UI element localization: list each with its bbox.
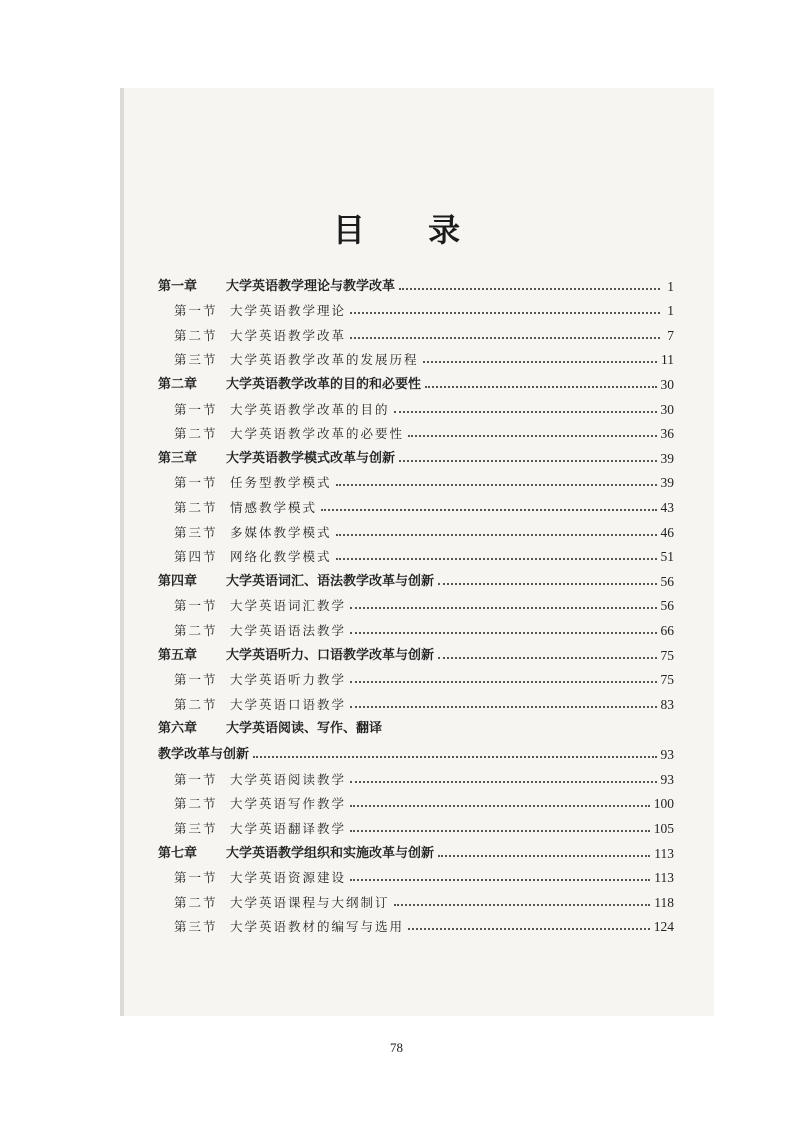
toc-chapter-entry (158, 565, 674, 590)
toc-entry-number: 第一节 (174, 672, 218, 688)
toc-entry-title: 多媒体教学模式 (230, 524, 332, 540)
toc-entry-number: 第一节 (174, 401, 218, 417)
toc-section-entry (158, 541, 674, 566)
toc-section-entry (158, 516, 674, 541)
toc-leader-dots (408, 435, 656, 437)
toc-page-number: 43 (660, 499, 674, 515)
toc-page-number: 39 (660, 475, 674, 491)
toc-page-number: 100 (653, 796, 674, 812)
toc-entry-title: 大学英语教学改革的目的 (230, 401, 390, 417)
toc-entry-title: 大学英语阅读、写作、翻译 (226, 721, 383, 737)
toc-section-entry (158, 319, 674, 344)
toc-entry-number: 第二节 (174, 622, 218, 638)
toc-page-number: 36 (660, 426, 674, 442)
toc-entry-title: 大学英语口语教学 (230, 696, 347, 712)
toc-entry-title: 任务型教学模式 (230, 475, 332, 491)
toc-section-entry (158, 911, 674, 936)
toc-entry-number: 第二章 (158, 376, 198, 392)
toc-entry-title: 大学英语课程与大纲制订 (230, 894, 390, 910)
toc-entry-number: 第一节 (174, 771, 218, 787)
toc-leader-dots (253, 756, 656, 758)
toc-leader-dots (336, 484, 657, 486)
toc-leader-dots (438, 855, 650, 857)
toc-entry-number: 第二节 (174, 696, 218, 712)
toc-leader-dots (336, 534, 657, 536)
toc-leader-dots (438, 583, 656, 585)
toc-entry-number: 第三节 (174, 821, 218, 837)
toc-entry-number: 第二节 (174, 426, 218, 442)
toc-page-number: 66 (660, 622, 674, 638)
toc-entry-number: 第六章 (158, 721, 198, 737)
page-title: 目 录 (332, 211, 487, 249)
toc-page-number: 30 (660, 376, 674, 392)
toc-entry-number: 第三节 (174, 352, 218, 368)
toc-entry-title: 大学英语教学改革的目的和必要性 (226, 376, 422, 392)
toc-leader-dots (350, 781, 656, 783)
toc-page-number: 113 (654, 845, 674, 861)
toc-leader-dots (425, 386, 656, 388)
toc-page-number: 51 (660, 549, 674, 565)
toc-entry-title: 大学英语教学改革 (230, 327, 347, 343)
toc-page-number: 39 (660, 450, 674, 466)
toc-page-number: 30 (660, 401, 674, 417)
toc-leader-dots (336, 558, 657, 560)
toc-entry-title: 情感教学模式 (230, 499, 318, 515)
toc-entry-title: 大学英语教学改革的发展历程 (230, 352, 419, 368)
toc-leader-dots (423, 361, 657, 363)
toc-entry-number: 第二节 (174, 796, 218, 812)
toc-entry-number: 第二节 (174, 327, 218, 343)
toc-entry-title: 大学英语教学模式改革与创新 (226, 450, 396, 466)
toc-entry-title: 大学英语教学理论 (230, 303, 347, 319)
toc-chapter-entry (158, 270, 674, 295)
toc-section-entry (158, 418, 674, 443)
toc-entry-title: 大学英语阅读教学 (230, 771, 347, 787)
toc-entry-title: 大学英语教学理论与教学改革 (226, 278, 396, 294)
toc-leader-dots (350, 632, 656, 634)
toc-page-number: 46 (660, 524, 674, 540)
toc-entry-number: 第一章 (158, 278, 198, 294)
toc-entry-number: 第四节 (174, 549, 218, 565)
toc-entry-title: 大学英语写作教学 (230, 796, 347, 812)
toc-section-entry (158, 812, 674, 837)
toc-page-number: 75 (660, 672, 674, 688)
toc-page-number: 93 (660, 747, 674, 763)
toc-page-number: 11 (661, 352, 674, 368)
toc-entry-number: 第七章 (158, 845, 198, 861)
toc-entry-number: 第三节 (174, 919, 218, 935)
page-number: 78 (390, 1040, 403, 1055)
toc-entry-number: 第三节 (174, 524, 218, 540)
toc-entry-title: 大学英语资源建设 (230, 870, 347, 886)
toc-entry-title: 大学英语教材的编写与选用 (230, 919, 405, 935)
toc-section-entry (158, 763, 674, 788)
toc-leader-dots (438, 657, 656, 659)
toc-leader-dots (350, 830, 650, 832)
toc-entry-title: 大学英语语法教学 (230, 622, 347, 638)
toc-leader-dots (408, 928, 650, 930)
toc-entry-title: 大学英语翻译教学 (230, 821, 347, 837)
toc-entry-title: 大学英语听力、口语教学改革与创新 (226, 647, 435, 663)
toc-section-entry (158, 590, 674, 615)
toc-section-entry (158, 393, 674, 418)
toc-entry-title: 网络化教学模式 (230, 549, 332, 565)
toc-entry-title: 大学英语词汇教学 (230, 598, 347, 614)
toc-chapter-entry (158, 442, 674, 467)
toc-entry-title: 大学英语词汇、语法教学改革与创新 (226, 573, 435, 589)
toc-leader-dots (399, 460, 656, 462)
toc-page-number: 124 (653, 919, 674, 935)
toc-chapter-entry (158, 368, 674, 393)
toc-section-entry (158, 614, 674, 639)
toc-page-number: 93 (660, 771, 674, 787)
toc-chapter-entry (158, 737, 674, 763)
toc-page-number: 56 (660, 573, 674, 589)
toc-leader-dots (394, 411, 657, 413)
toc-leader-dots (350, 607, 656, 609)
toc-entry-number: 第一节 (174, 870, 218, 886)
toc-entry-number: 第一节 (174, 303, 218, 319)
toc-section-entry (158, 344, 674, 369)
toc-section-entry (158, 886, 674, 911)
toc-page-number: 105 (653, 821, 674, 837)
toc-leader-dots (394, 904, 651, 906)
toc-section-entry (158, 688, 674, 713)
toc-entry-number: 第一节 (174, 598, 218, 614)
toc-leader-dots (399, 288, 660, 290)
toc-leader-dots (350, 337, 660, 339)
table-of-contents (158, 270, 674, 935)
toc-page-number: 7 (667, 327, 674, 343)
toc-entry-number: 第四章 (158, 573, 198, 589)
toc-leader-dots (350, 706, 656, 708)
toc-leader-dots (350, 312, 660, 314)
toc-section-entry (158, 491, 674, 516)
toc-entry-number: 第一节 (174, 475, 218, 491)
toc-page-number: 1 (667, 278, 674, 294)
toc-page-number: 1 (667, 303, 674, 319)
toc-page-number: 56 (660, 598, 674, 614)
toc-section-entry (158, 467, 674, 492)
toc-page-number: 83 (660, 696, 674, 712)
toc-entry-number: 第五章 (158, 647, 198, 663)
toc-page-number: 75 (660, 647, 674, 663)
toc-entry-title: 大学英语听力教学 (230, 672, 347, 688)
toc-section-entry (158, 295, 674, 320)
toc-page-number: 113 (654, 870, 674, 886)
toc-entry-number: 第二节 (174, 894, 218, 910)
toc-leader-dots (321, 509, 656, 511)
toc-entry-title: 教学改革与创新 (158, 747, 250, 763)
toc-entry-title: 大学英语教学组织和实施改革与创新 (226, 845, 435, 861)
toc-page-number: 118 (654, 894, 674, 910)
toc-leader-dots (350, 879, 650, 881)
toc-entry-number: 第二节 (174, 499, 218, 515)
toc-chapter-entry (158, 713, 674, 738)
toc-section-entry (158, 862, 674, 887)
toc-section-entry (158, 664, 674, 689)
toc-leader-dots (350, 681, 656, 683)
toc-entry-number: 第三章 (158, 450, 198, 466)
toc-entry-title: 大学英语教学改革的必要性 (230, 426, 405, 442)
toc-chapter-entry (158, 837, 674, 862)
toc-chapter-entry (158, 639, 674, 664)
toc-section-entry (158, 788, 674, 813)
toc-leader-dots (350, 805, 650, 807)
